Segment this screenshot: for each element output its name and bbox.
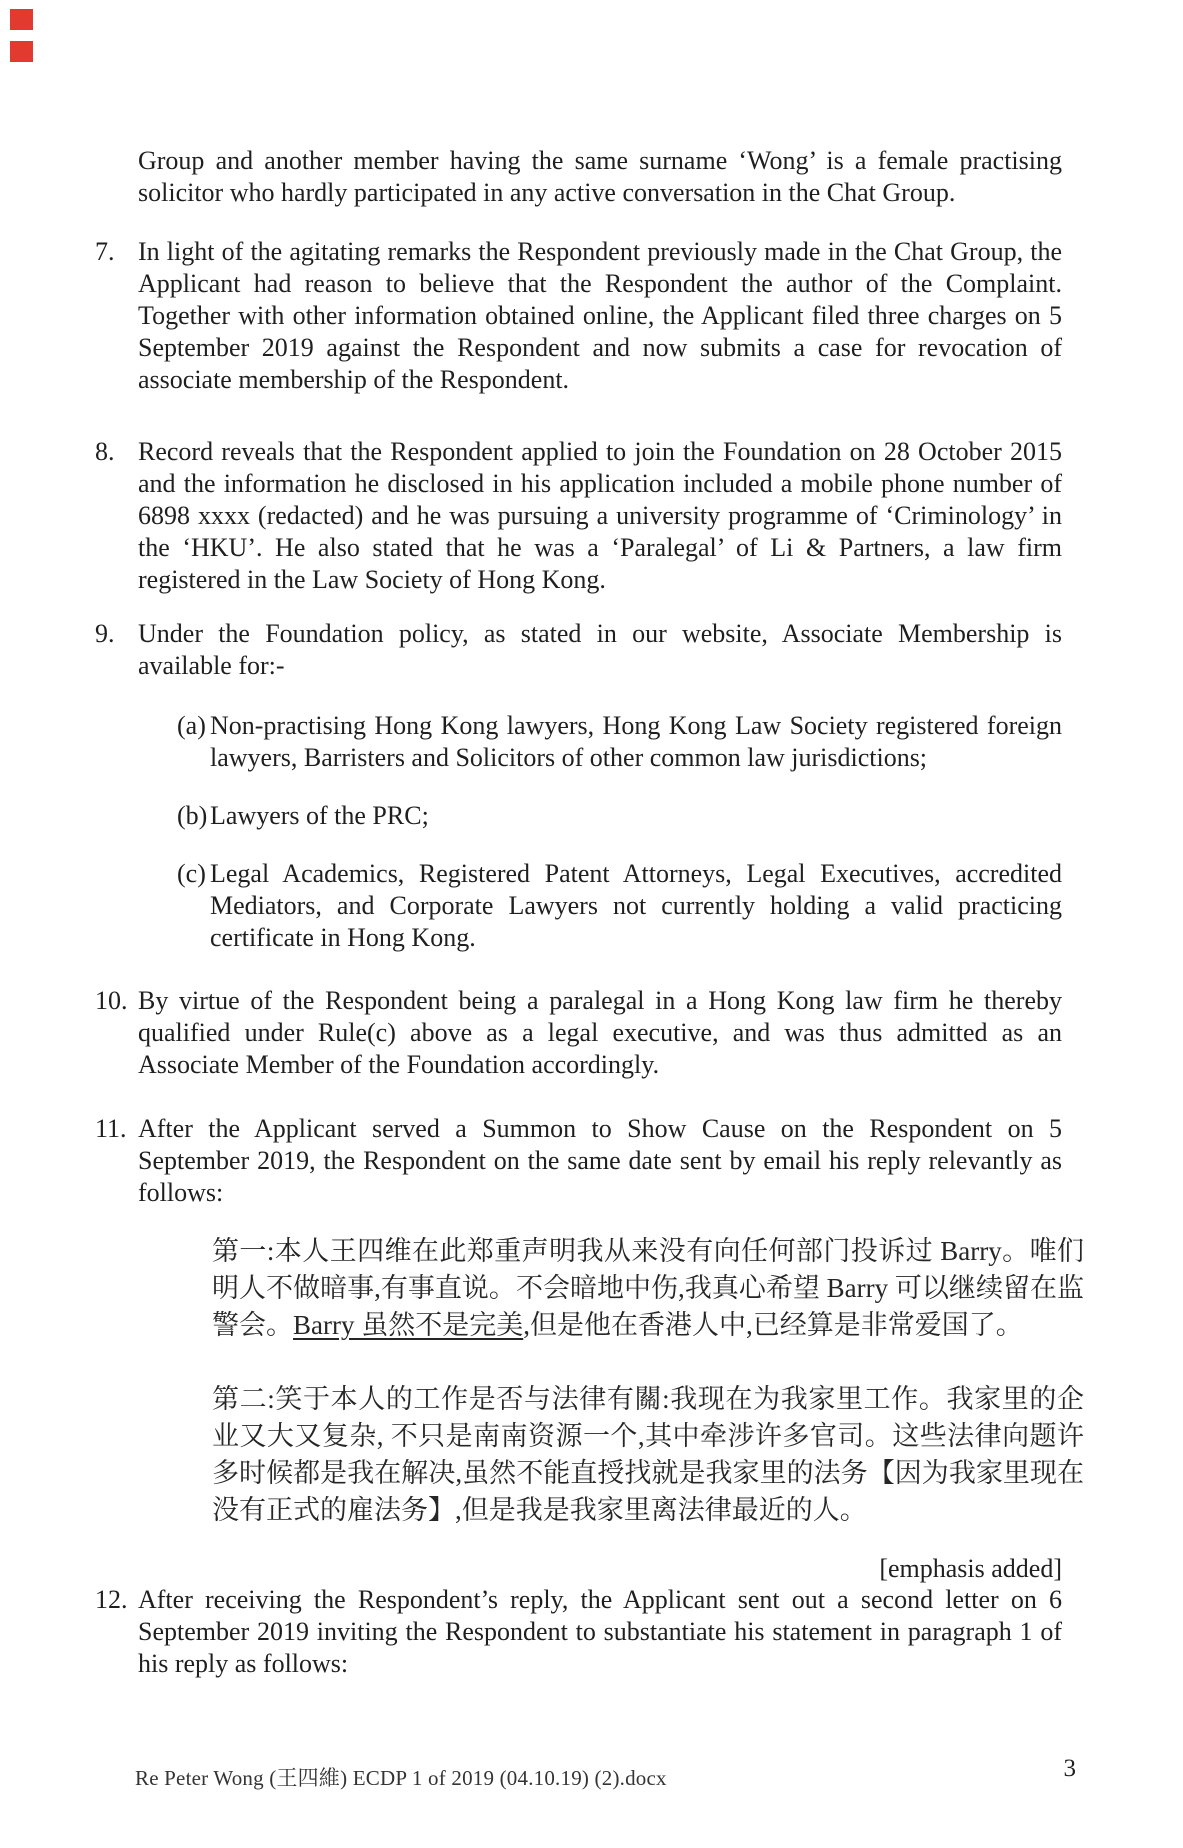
emphasis-added-note: [emphasis added] bbox=[879, 1554, 1062, 1583]
paragraph-9-text: Under the Foundation policy, as stated in our website, Associate Membership is available for:- bbox=[138, 619, 1062, 680]
quoted-reply-second-block: 第二:笑于本人的工作是否与法律有關:我现在为我家里工作。我家里的企业又大又复杂, 不只是南南资源一个,其中牵涉许多官司。这些法律向题许多时候都是我在解决,虽然不能直授找就是我家里的法务【因为我家里现在没有正式的雇法务】,但是我是我家里离法律最近的人。 bbox=[212, 1384, 1084, 1525]
list-item-a-text: Non-practising Hong Kong lawyers, Hong Kong Law Society registered foreign lawyers, Barristers and Solicitors of other common law jurisdictions; bbox=[210, 711, 1062, 772]
paragraph-11-text: After the Applicant served a Summon to Show Cause on the Respondent on 5 September 2019, the Respondent on the same date sent by email his reply relevantly as follows: bbox=[138, 1114, 1062, 1207]
paragraph-12-text: After receiving the Respondent’s reply, the Applicant sent out a second letter on 6 September 2019 inviting the Respondent to substantiate his statement in paragraph 1 of his reply as follows: bbox=[138, 1585, 1062, 1678]
paragraph-10 bbox=[95, 985, 1062, 1081]
quoted-reply-first-block bbox=[212, 1233, 1084, 1344]
paragraph-8 bbox=[95, 436, 1062, 596]
paragraph-7-number: 7. bbox=[95, 237, 115, 266]
paragraph-6-continuation: Group and another member having the same surname ‘Wong’ is a female practising solicitor who hardly participated in any active conversation in the Chat Group. bbox=[138, 146, 1062, 207]
paragraph-12-number: 12. bbox=[95, 1585, 128, 1614]
quoted-reply-first-pre: 第一:本人王四维在此郑重声明我从来没有向任何部门投诉过 Barry。唯们明人不做暗事,有事直说。不会暗地中伤,我真心希望 Barry 可以继续留在监警会。 bbox=[212, 1236, 1084, 1340]
list-item-b-text: Lawyers of the PRC; bbox=[210, 801, 429, 830]
red-redaction-mark-bottom bbox=[10, 41, 33, 62]
list-item-a-marker: (a) bbox=[177, 711, 206, 740]
list-item-c-text: Legal Academics, Registered Patent Attorneys, Legal Executives, accredited Mediators, and Corporate Lawyers not currently holding a valid practicing certificate in Hong Kong. bbox=[210, 859, 1062, 952]
paragraph-11-number: 11. bbox=[95, 1114, 127, 1143]
paragraph-10-number: 10. bbox=[95, 986, 128, 1015]
document-body bbox=[95, 145, 1084, 1680]
list-item-c bbox=[95, 858, 1062, 954]
red-redaction-mark-top bbox=[10, 9, 33, 30]
page-number: 3 bbox=[1063, 1755, 1076, 1782]
paragraph-9-number: 9. bbox=[95, 619, 115, 648]
paragraph-7-text: In light of the agitating remarks the Respondent previously made in the Chat Group, the Applicant had reason to believe that the Respondent the author of the Complaint. Together with other information obtained online, the Applicant filed three charges on 5 September 2019 against the Respondent and now submits a case for revocation of associate membership of the Respondent. bbox=[138, 237, 1062, 394]
paragraph-11 bbox=[95, 1113, 1062, 1209]
list-item-a bbox=[95, 710, 1062, 774]
list-item-c-marker: (c) bbox=[177, 859, 206, 888]
paragraph-9 bbox=[95, 618, 1062, 682]
list-item-b-marker: (b) bbox=[177, 801, 208, 830]
quoted-reply-underlined-phrase: Barry 虽然不是完美 bbox=[293, 1310, 524, 1340]
paragraph-8-number: 8. bbox=[95, 437, 115, 466]
paragraph-10-text: By virtue of the Respondent being a paralegal in a Hong Kong law firm he thereby qualified under Rule(c) above as a legal executive, and was thus admitted as an Associate Member of the Foundation accordingly. bbox=[138, 986, 1062, 1079]
quoted-reply-first-post: ,但是他在香港人中,已经算是非常爱国了。 bbox=[523, 1310, 1023, 1340]
footer-filename: Re Peter Wong (王四維) ECDP 1 of 2019 (04.10.19) (2).docx bbox=[135, 1766, 667, 1790]
paragraph-12 bbox=[95, 1584, 1062, 1680]
list-item-b bbox=[95, 800, 1062, 832]
membership-list bbox=[95, 710, 1062, 954]
paragraph-8-text: Record reveals that the Respondent applied to join the Foundation on 28 October 2015 and the information he disclosed in his application included a mobile phone number of 6898 xxxx (redacted) and he was pursuing a university programme of ‘Criminology’ in the ‘HKU’. He also stated that he was a ‘Paralegal’ of Li & Partners, a law firm registered in the Law Society of Hong Kong. bbox=[138, 437, 1062, 594]
paragraph-7 bbox=[95, 236, 1062, 396]
